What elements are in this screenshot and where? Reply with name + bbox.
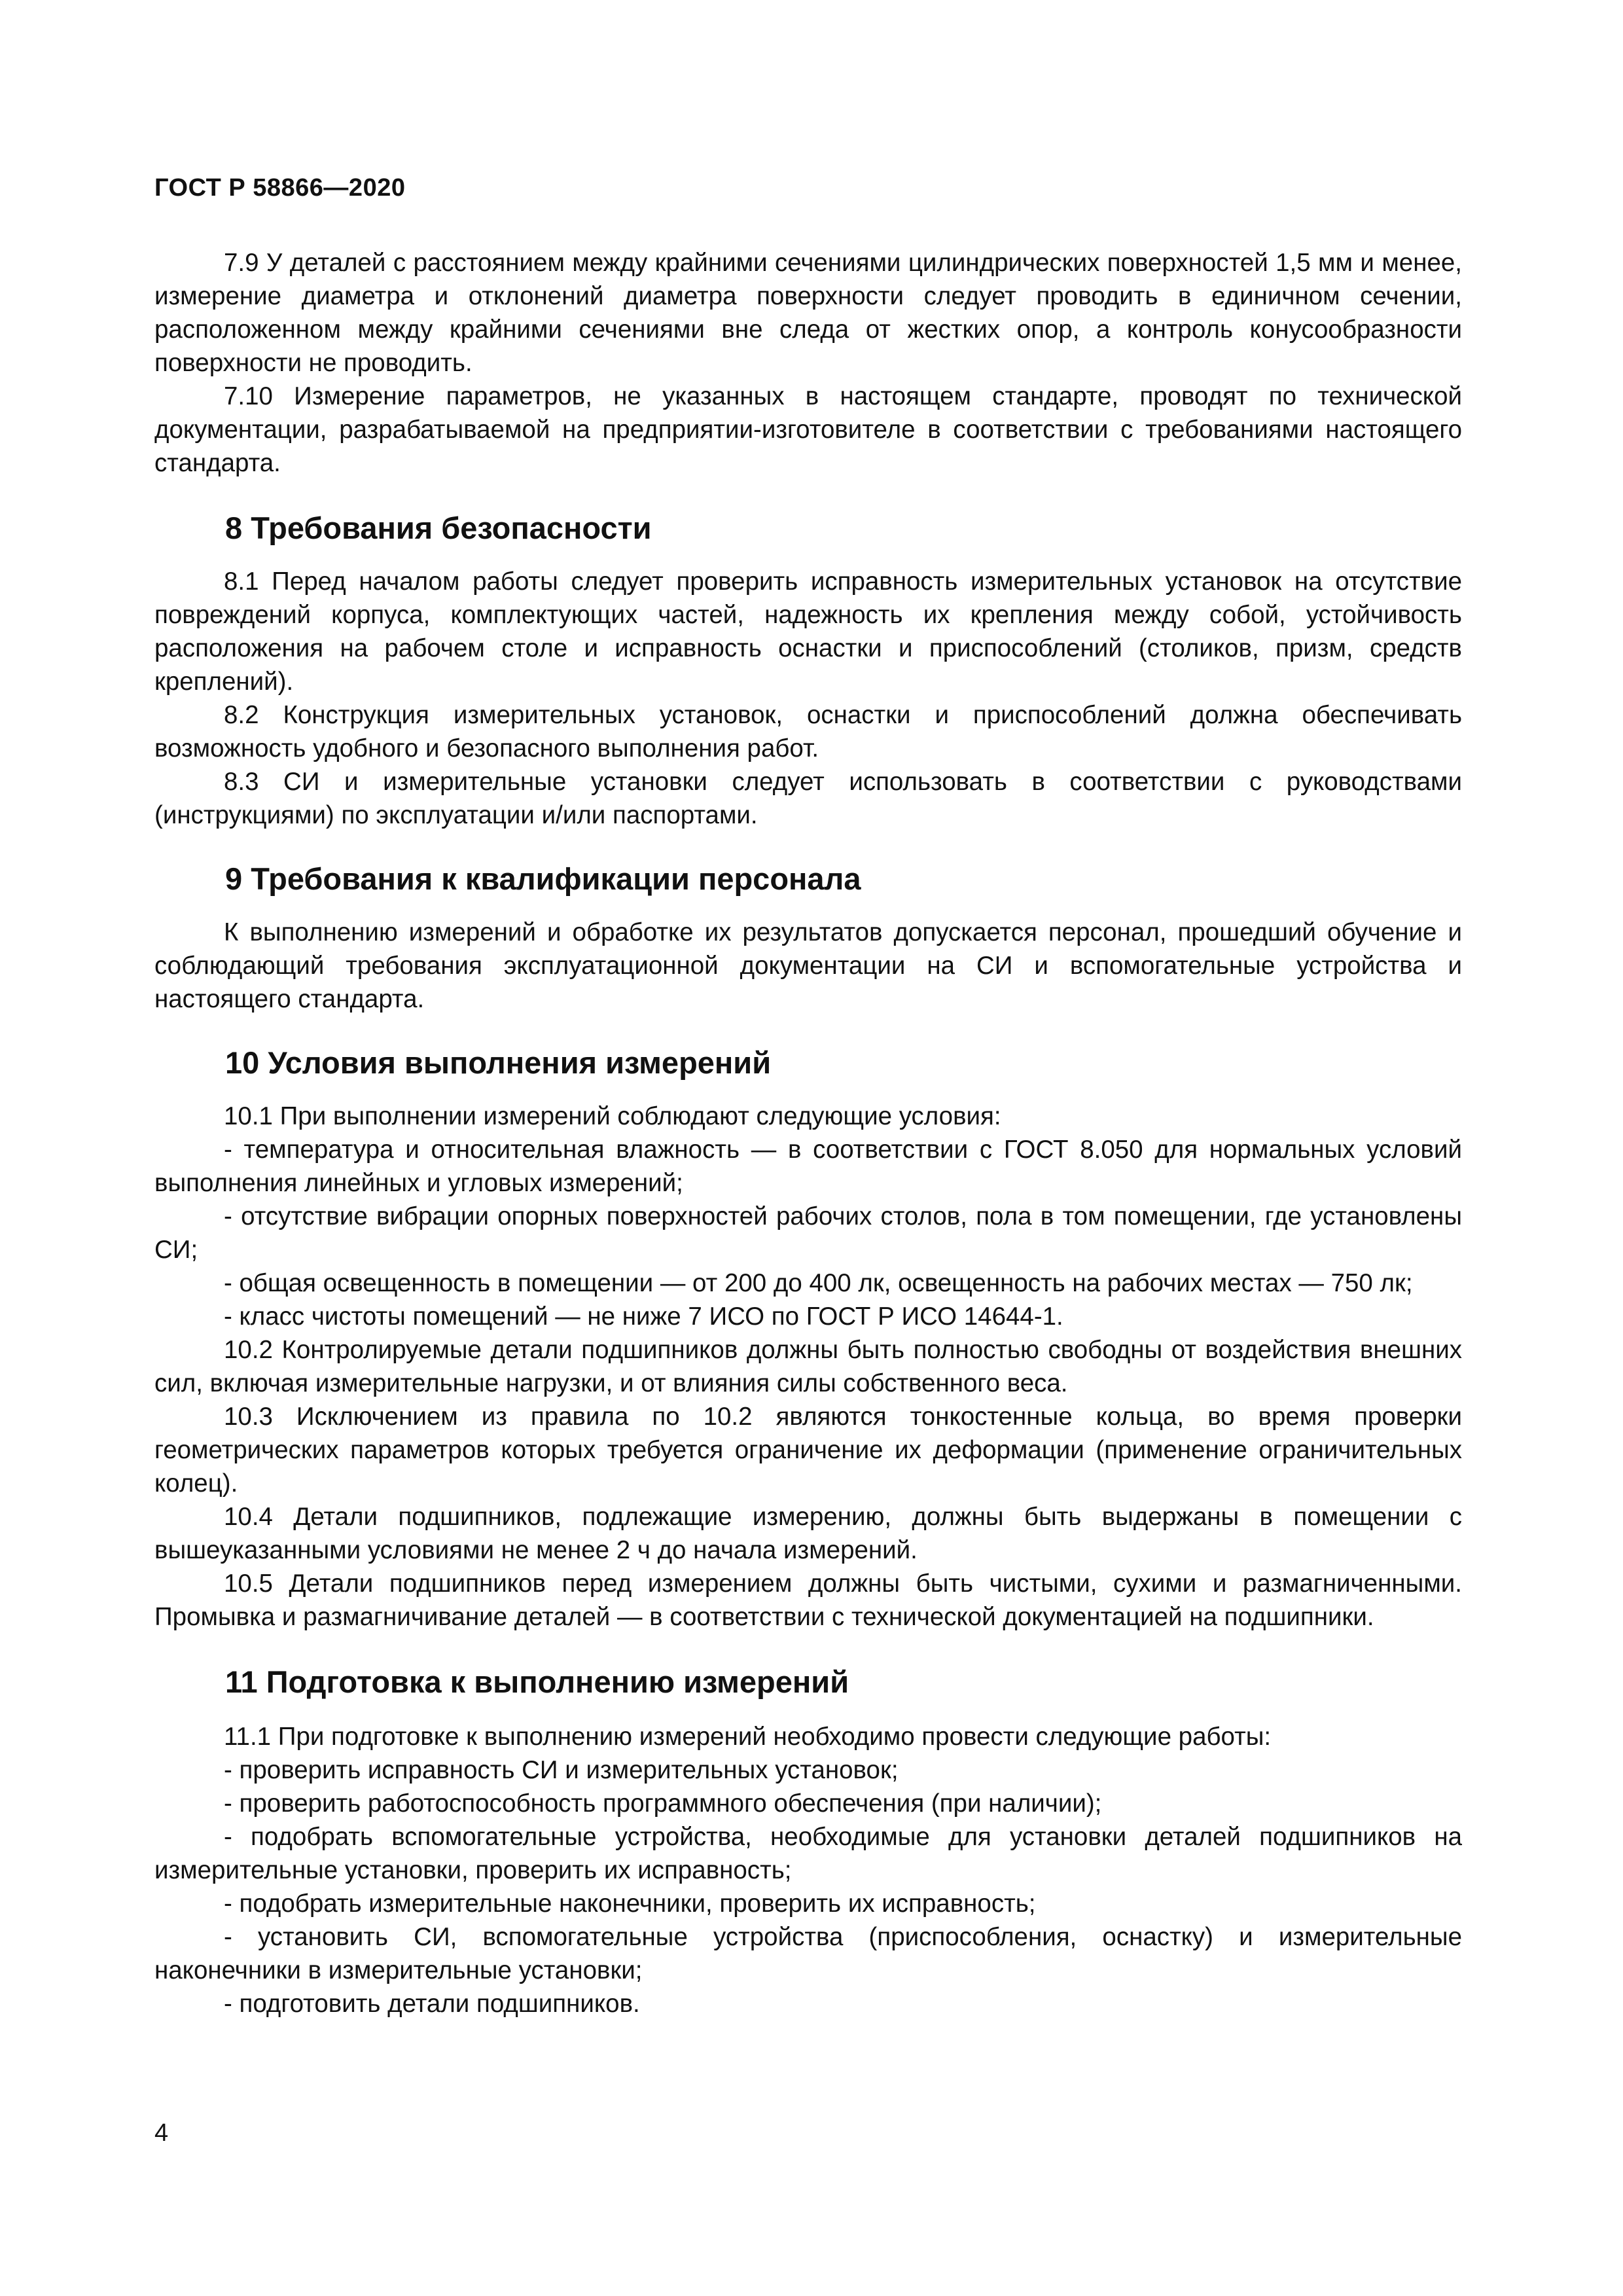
paragraph-10-5: 10.5 Детали подшипников перед измерением должны быть чистыми, сухими и размагниченными. Промывка и размагничивание деталей — в соответствии с технической документацией на подшипники. [154, 1570, 1462, 1631]
list-item: - проверить исправность СИ и измерительных установок; [224, 1756, 899, 1784]
paragraph-10-1: 10.1 При выполнении измерений соблюдают следующие условия: [224, 1102, 1001, 1130]
list-item: - отсутствие вибрации опорных поверхностей рабочих столов, пола в том помещении, где установлены СИ; [154, 1202, 1462, 1264]
list-item: - температура и относительная влажность — в соответствии с ГОСТ 8.050 для нормальных условий выполнения линейных и угловых измерений; [154, 1136, 1462, 1197]
paragraph-7-10: 7.10 Измерение параметров, не указанных в настоящем стандарте, проводят по технической документации, разрабатываемой на предприятии-изготовителе в соответствии с требованиями настоящего стандарта. [154, 382, 1462, 477]
document-code-header: ГОСТ Р 58866—2020 [154, 174, 406, 202]
page-number: 4 [154, 2119, 169, 2147]
paragraph-7-9: 7.9 У деталей с расстоянием между крайними сечениями цилиндрических поверхностей 1,5 мм и менее, измерение диаметра и отклонений диаметра поверхности следует проводить в единичном сечении, расположенном между крайними сечениями вне следа от жестких опор, а контроль конусообразности поверхности не проводить. [154, 249, 1462, 377]
section-10-heading: 10 Условия выполнения измерений [225, 1045, 772, 1080]
list-item: - установить СИ, вспомогательные устройства (приспособления, оснастку) и измерительные наконечники в измерительные установки; [154, 1923, 1462, 1984]
paragraph-8-2: 8.2 Конструкция измерительных установок, оснастки и приспособлений должна обеспечивать возможность удобного и безопасного выполнения работ. [154, 701, 1462, 762]
paragraph-11-1: 11.1 При подготовке к выполнению измерений необходимо провести следующие работы: [224, 1723, 1272, 1751]
paragraph-10-2: 10.2 Контролируемые детали подшипников должны быть полностью свободны от воздействия внешних сил, включая измерительные нагрузки, и от влияния силы собственного веса. [154, 1336, 1462, 1397]
paragraph-10-4: 10.4 Детали подшипников, подлежащие измерению, должны быть выдержаны в помещении с вышеуказанными условиями не менее 2 ч до начала измерений. [154, 1503, 1462, 1564]
paragraph-8-3: 8.3 СИ и измерительные установки следует использовать в соответствии с руководствами (инструкциями) по эксплуатации и/или паспортами. [154, 768, 1462, 829]
section-8-heading: 8 Требования безопасности [225, 511, 652, 545]
page-content [154, 246, 1462, 2020]
paragraph-9: К выполнению измерений и обработке их результатов допускается персонал, прошедший обучение и соблюдающий требования эксплуатационной документации на СИ и вспомогательные устройства и настоящего стандарта. [154, 918, 1462, 1013]
list-item: - подготовить детали подшипников. [224, 1990, 640, 2018]
paragraph-8-1: 8.1 Перед началом работы следует проверить исправность измерительных установок на отсутствие повреждений корпуса, комплектующих частей, надежность их крепления между собой, устойчивость расположения на рабочем столе и исправность оснастки и приспособлений (столиков, призм, средств креплений). [154, 567, 1462, 696]
section-11-heading: 11 Подготовка к выполнению измерений [225, 1664, 849, 1699]
section-9-heading: 9 Требования к квалификации персонала [225, 861, 861, 896]
list-item: - проверить работоспособность программного обеспечения (при наличии); [224, 1789, 1102, 1818]
list-item: - подобрать вспомогательные устройства, необходимые для установки деталей подшипников на измерительные установки, проверить их исправность; [154, 1823, 1462, 1884]
list-item: - класс чистоты помещений — не ниже 7 ИСО по ГОСТ Р ИСО 14644-1. [224, 1302, 1063, 1331]
list-item: - общая освещенность в помещении — от 200 до 400 лк, освещенность на рабочих местах — 750 лк; [224, 1269, 1413, 1297]
list-item: - подобрать измерительные наконечники, проверить их исправность; [224, 1890, 1036, 1918]
paragraph-10-3: 10.3 Исключением из правила по 10.2 являются тонкостенные кольца, во время проверки геометрических параметров которых требуется ограничение их деформации (применение ограничительных колец). [154, 1403, 1462, 1498]
